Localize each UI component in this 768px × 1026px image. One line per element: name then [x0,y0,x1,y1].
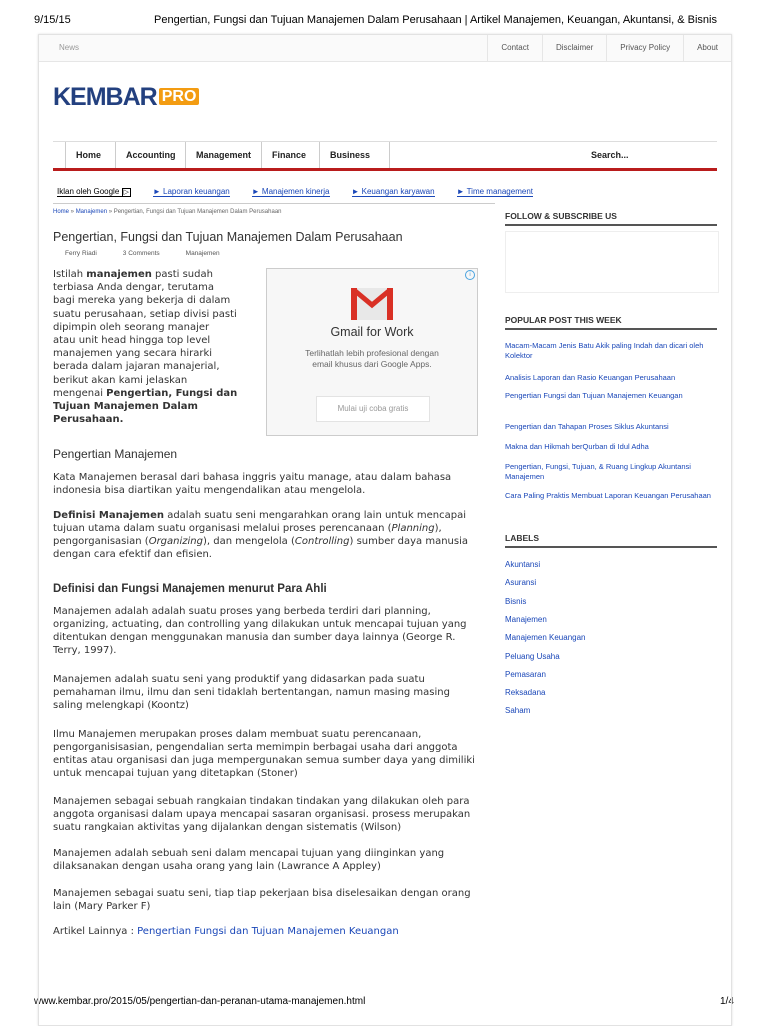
label-link[interactable]: Manajemen [505,615,547,624]
top-link-about[interactable]: About [683,35,731,61]
content-divider [53,203,495,204]
label-link[interactable]: Peluang Usaha [505,652,560,661]
site-logo[interactable] [53,83,199,112]
logo-main: KEMBAR [53,83,157,111]
intro-line: Perusahaan. [53,414,124,426]
intro-line: Tujuan Manajemen Dalam [53,401,198,413]
paragraph-definisi-text: Definisi Manajemen adalah suatu seni mengarahkan orang lain untuk mencapai tujuan utama dalam suatu organisasi melalui proses perencanaan (Planning), pengorganisasian (Organizing), dan mengelola (Controlling) sumber daya manusia dengan cara efektif dan efisien. [53,510,469,560]
gmail-ad[interactable] [266,268,478,436]
label-link[interactable]: Bisnis [505,597,527,606]
label-link[interactable]: Saham [505,706,531,715]
quote-koontz: Manajemen adalah suatu seni yang produktif yang didasarkan pada suatu pemahaman ilmu, ilmu dan seni tidaklah bertentangan, namun masing masing saling melengkapi (Koontz) [53,674,450,711]
popular-post[interactable]: Makna dan Hikmah berQurban di Idul Adha [505,442,649,451]
breadcrumb: Home » Manajemen » Pengertian, Fungsi dan Tujuan Manajemen Dalam Perusahaan [53,209,282,215]
nav-business[interactable]: Business [319,142,380,168]
paragraph-definisi [53,509,478,561]
article-category[interactable]: Manajemen [185,250,220,257]
ad-links-row [57,187,533,197]
ad-link-karyawan[interactable]: ► Keuangan karyawan [351,187,435,196]
sidebar-labels-heading: LABELS [505,533,717,548]
nav-accounting[interactable]: Accounting [115,142,186,168]
logo-pro: PRO [159,88,200,105]
label-link[interactable]: Asuransi [505,578,537,587]
heading-definisi-ahli: Definisi dan Fungsi Manajemen menurut Para Ahli [53,583,327,595]
artikel-lainnya [53,925,478,938]
intro-line: berikut akan kami jelaskan [53,374,188,386]
popular-post[interactable]: Pengertian, Fungsi, Tujuan, & Ruang Lingkup Akuntansi Manajemen [505,462,691,481]
ad-link-time[interactable]: ► Time management [456,187,533,196]
intro-line: terbiasa Anda dengar, terutama [53,282,215,294]
ad-trial-button[interactable]: Mulai uji coba gratis [316,396,430,422]
nav-finance[interactable]: Finance [261,142,316,168]
gmail-icon [350,287,394,321]
article-author[interactable]: Ferry Riadi [65,250,97,257]
ad-title: Gmail for Work [330,325,414,339]
paragraph-kata [53,471,478,497]
intro-line: mengenai Pengertian, Fungsi dan [53,387,238,399]
nav-divider [389,142,390,168]
artikel-lainnya-label: Artikel Lainnya : [53,926,138,937]
popular-post[interactable]: Cara Paling Praktis Membuat Laporan Keuangan Perusahaan [505,491,711,500]
intro-line: Istilah manajemen pasti sudah [53,269,213,280]
popular-post[interactable]: Pengertian dan Tahapan Proses Siklus Akuntansi [505,422,669,431]
popular-post[interactable]: Pengertian Fungsi dan Tujuan Manajemen Keuangan [505,391,683,400]
follow-box [505,231,719,293]
heading-pengertian: Pengertian Manajemen [53,447,178,461]
ad-info-icon[interactable]: i [465,270,475,280]
intro-line: suatu perusahaan, setiap divisi pasti [53,308,237,320]
sidebar-popular-heading: POPULAR POST THIS WEEK [505,315,717,330]
print-url: www.kembar.pro/2015/05/pengertian-dan-peranan-utama-manajemen.html [34,996,366,1007]
article-comments[interactable]: 3 Comments [122,250,160,257]
ad-link-kinerja[interactable]: ► Manajemen kinerja [251,187,330,196]
news-label: News [59,43,80,52]
ad-description: Terlihatlah lebih profesional dengan email khusus dari Google Apps. [305,348,439,369]
page-frame [38,34,732,1026]
top-link-privacy[interactable]: Privacy Policy [606,35,683,61]
label-link[interactable]: Pemasaran [505,670,546,679]
nav-management[interactable]: Management [185,142,261,168]
label-link[interactable]: Manajemen Keuangan [505,633,586,642]
artikel-lainnya-link[interactable]: Pengertian Fungsi dan Tujuan Manajemen Keuangan [137,926,399,937]
popular-post[interactable]: Analisis Laporan dan Rasio Keuangan Perusahaan [505,373,676,382]
breadcrumb-home[interactable]: Home [53,209,70,215]
print-date: 9/15/15 [34,14,71,26]
intro-line: dipimpin oleh seorang manajer [53,321,210,333]
search-input[interactable]: Search... [591,150,629,160]
intro-line: manajemen yang secara hirarki [53,348,213,360]
print-page-number: 1/4 [720,996,734,1007]
ad-label[interactable]: Iklan oleh Google ▷ [57,187,129,196]
breadcrumb-current: Pengertian, Fungsi dan Tujuan Manajemen Dalam Perusahaan [113,209,282,215]
top-links [487,35,731,61]
print-page-title: Pengertian, Fungsi dan Tujuan Manajemen Dalam Perusahaan | Artikel Manajemen, Keuangan, Akuntansi, & Bisnis [154,14,717,26]
top-bar [39,35,731,62]
paragraph-kata-text: Kata Manajemen berasal dari bahasa inggris yaitu manage, atau dalam bahasa indonesia bisa diartikan yaitu mengendalikan atau mengelola. [53,472,452,496]
article-meta [65,250,220,257]
quote-wilson: Manajemen sebagai sebuah rangkaian tindakan tindakan yang dilakukan oleh para anggota organisasi dalam upaya mencapai sasaran organisasi. prosess merupakan suatu rangkaian aktivitas yang dijalankan dengan sistematis (Wilson) [53,796,471,833]
nav-home[interactable]: Home [65,142,111,168]
top-link-disclaimer[interactable]: Disclaimer [542,35,606,61]
breadcrumb-category[interactable]: Manajemen [75,209,108,215]
intro-line: atau unit head hingga top level [53,335,211,347]
intro-line: berada dalam jajaran manajerial, [53,361,220,373]
sidebar-follow-heading: FOLLOW & SUBSCRIBE US [505,211,717,226]
ad-link-laporan[interactable]: ► Laporan keuangan [152,187,230,196]
label-link[interactable]: Akuntansi [505,560,541,569]
quote-appley: Manajemen adalah sebuah seni dalam mencapai tujuan yang diinginkan yang dilaksanakan dengan usaha orang yang lain (Lawrance A Appley) [53,848,445,872]
popular-post[interactable]: Macam-Macam Jenis Batu Akik paling Indah dan dicari oleh Kolektor [505,341,704,360]
main-nav [53,141,717,171]
label-link[interactable]: Reksadana [505,688,546,697]
quote-stoner: Ilmu Manajemen merupakan proses dalam membuat suatu perencanaan, pengorganisisasian, pengendalian serta memimpin berbagai usaha dari anggota entitas atau organisasi dan juga mempergunakan semua sumber daya yang dimiliki untuk mencapai tujuan yang ditetapkan (Stoner) [53,729,475,779]
article-title: Pengertian, Fungsi dan Tujuan Manajemen Dalam Perusahaan [53,230,403,244]
article-intro [53,268,258,426]
top-link-contact[interactable]: Contact [487,35,542,61]
ad-choices-icon: ▷ [123,189,129,196]
quote-parker: Manajemen sebagai suatu seni, tiap tiap pekerjaan bisa diselesaikan dengan orang lain (Mary Parker F) [53,888,471,912]
intro-line: bagi mereka yang bekerja di dalam [53,295,231,307]
quote-terry: Manajemen adalah adalah suatu proses yang berbeda terdiri dari planning, organizing, actuating, dan controlling yang dilakukan untuk mencapai tujuan yang ditentukan dengan menggunakan manusia dan sumber daya lainnya (George R. Terry, 1997). [53,606,467,656]
